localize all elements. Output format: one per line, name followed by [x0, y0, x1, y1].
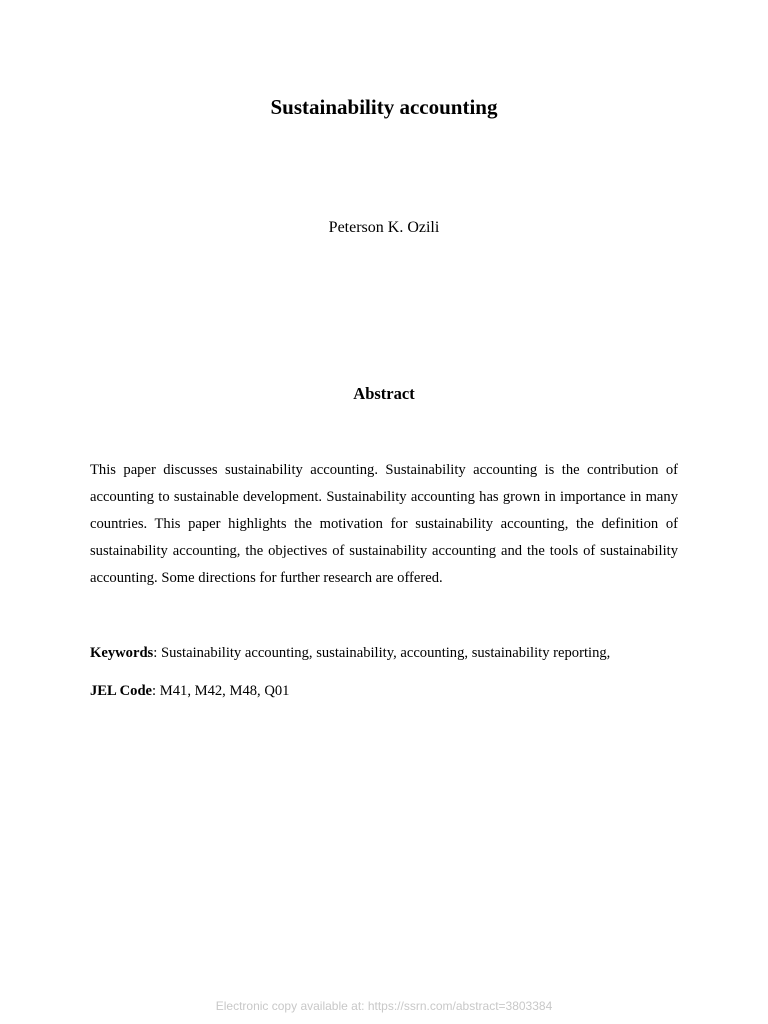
jel-code-text: : M41, M42, M48, Q01: [152, 683, 290, 699]
ssrn-footer-watermark: Electronic copy available at: https://ssrn.com/abstract=3803384: [215, 999, 553, 1013]
keywords-label: Keywords: [90, 645, 154, 661]
keywords-line: [90, 642, 690, 664]
keywords-text: : Sustainability accounting, sustainability, accounting, sustainability reporting,: [153, 645, 611, 661]
jel-code-line: [90, 680, 690, 702]
author-name: Peterson K. Ozili: [328, 219, 440, 236]
paper-title: Sustainability accounting: [270, 95, 498, 119]
jel-code-label: JEL Code: [90, 683, 153, 699]
abstract-heading: Abstract: [353, 384, 415, 403]
abstract-text: This paper discusses sustainability accounting. Sustainability accounting is the contribution of accounting to sustainable development. Sustainability accounting has grown in importance in many countries. This paper highlights the motivation for sustainability accounting, the definition of sustainability accounting, the objectives of sustainability accounting and the tools of sustainability accounting. Some directions for further research are offered.: [90, 462, 678, 586]
